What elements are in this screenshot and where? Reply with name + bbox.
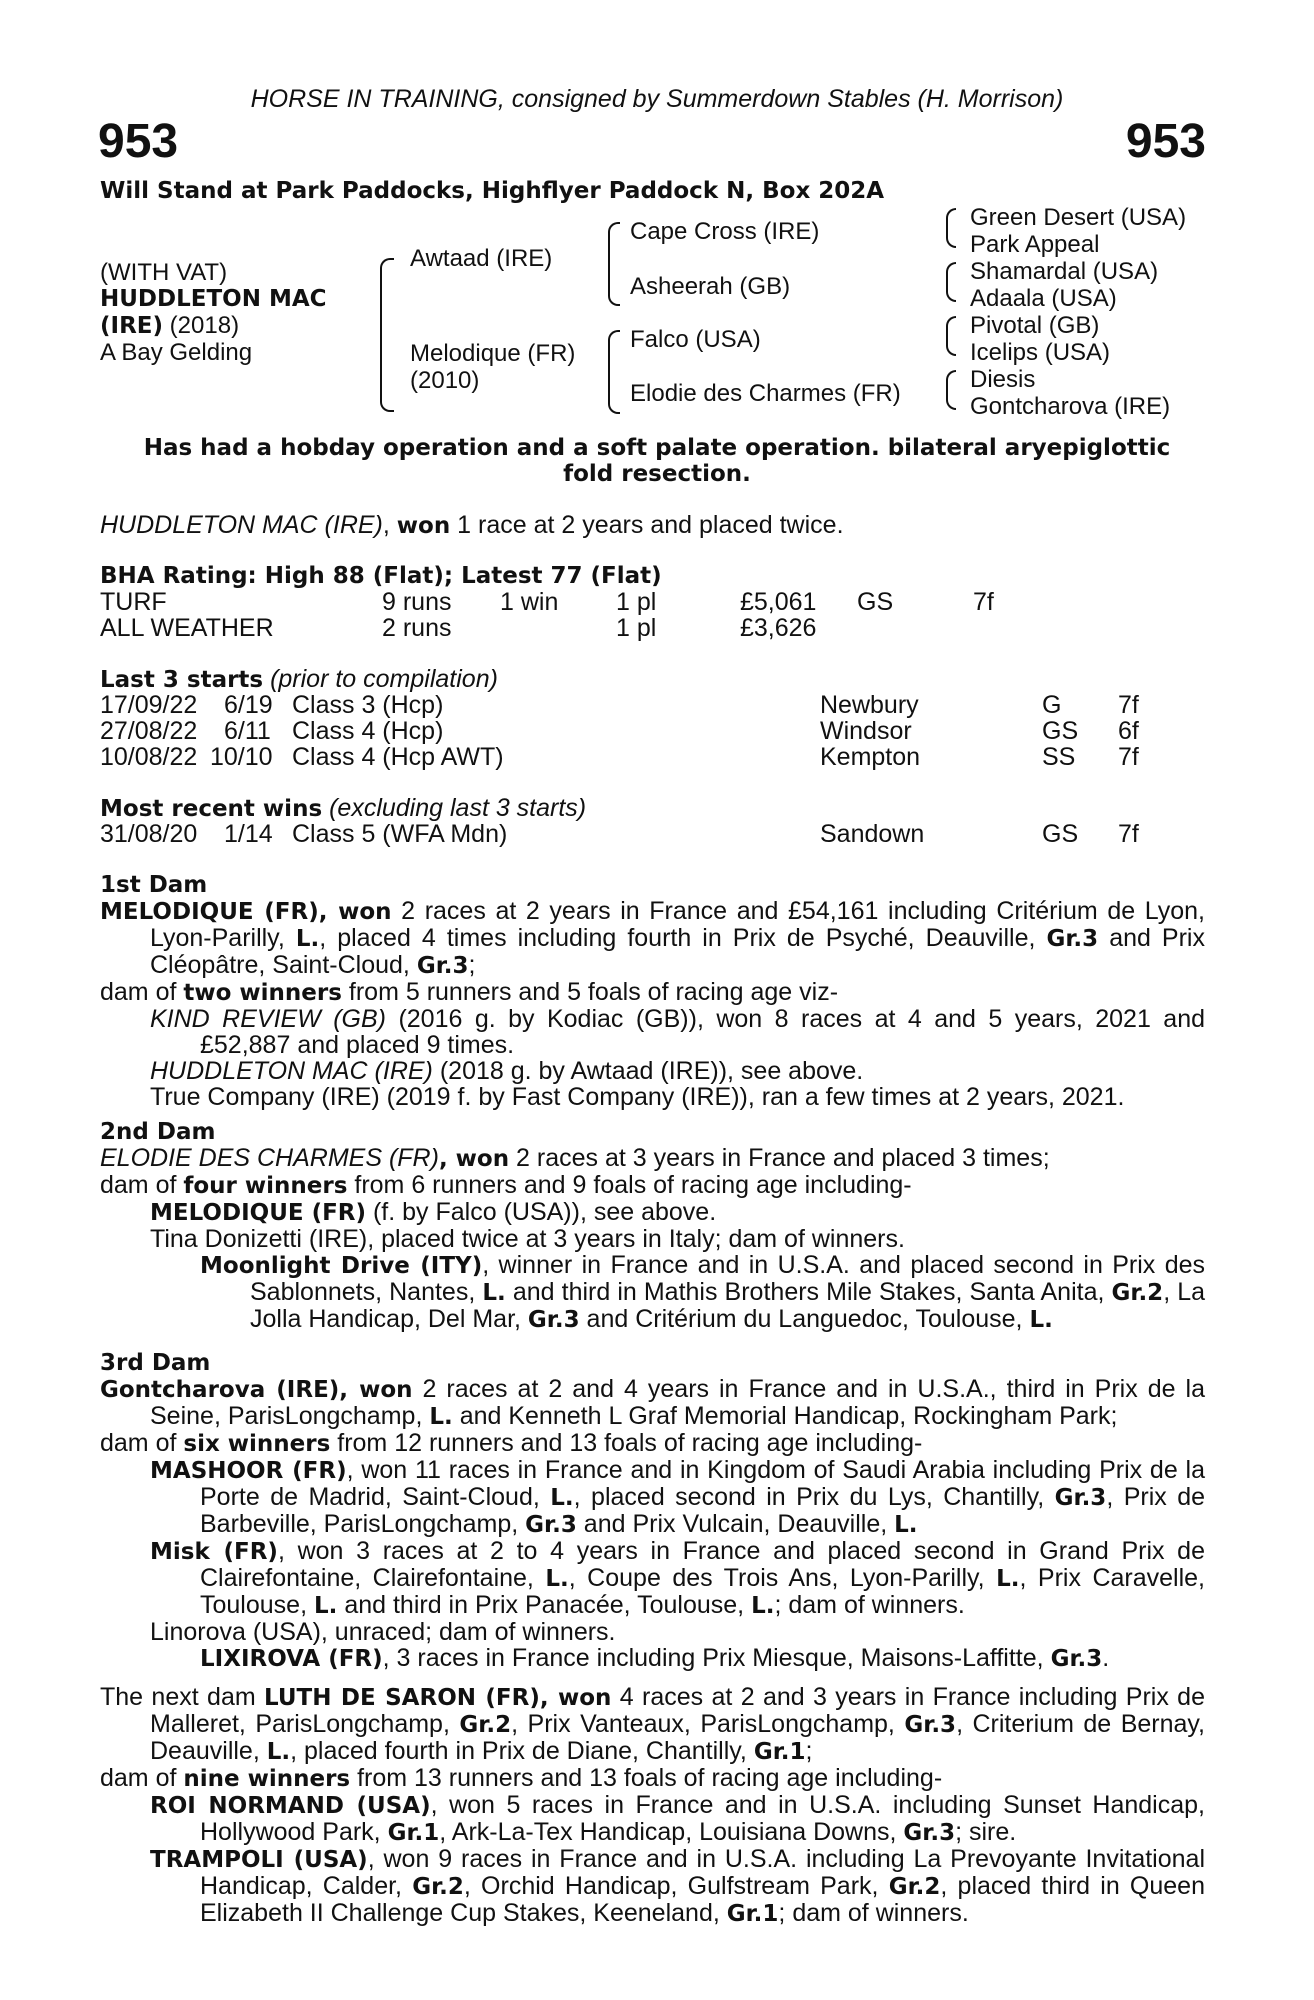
gen3-6: Icelips (USA): [970, 339, 1111, 366]
dam-dam: Elodie des Charmes (FR): [630, 380, 901, 407]
brace-g3-1: [946, 208, 956, 248]
brace-g3-3: [946, 316, 956, 356]
dam: Melodique (FR): [410, 340, 576, 367]
gen3-2: Park Appeal: [970, 231, 1100, 258]
brace-dam: [608, 330, 620, 414]
lot-number-left: 953: [98, 115, 179, 168]
dam-sire: Falco (USA): [630, 326, 761, 353]
dam-produce-summary: dam of nine winners from 13 runners and 13 foals of racing age including-: [100, 1764, 943, 1792]
vat-note: (WITH VAT): [100, 259, 228, 286]
produce-entry: True Company (IRE) (2019 f. by Fast Company (IRE)), ran a few times at 2 years, 2021.: [150, 1083, 1125, 1111]
dam-record: Gontcharova (IRE), won 2 races at 2 and 4 years in France and in U.S.A., third in Prix de la Seine, ParisLongchamp, L. and Kenneth L Graf Memorial Handicap, Rockingham Park;: [100, 1375, 1205, 1430]
last3-heading: Last 3 starts (prior to compilation): [100, 665, 498, 693]
produce-entry: ROI NORMAND (USA), won 5 races in France and in U.S.A. including Sunset Handicap, Hollywood Park, Gr.1, Ark-La-Tex Handicap, Louisiana Downs, Gr.3; sire.: [150, 1791, 1205, 1846]
dam-produce-summary: dam of four winners from 6 runners and 9 foals of racing age including-: [100, 1171, 912, 1199]
consignor-title: HORSE IN TRAINING, consigned by Summerdown Stables (H. Morrison): [250, 85, 1064, 113]
stand-location: Will Stand at Park Paddocks, Highflyer Paddock N, Box 202A: [100, 178, 885, 204]
produce-entry: Moonlight Drive (ITY), winner in France and in U.S.A. and placed second in Prix des Sablonnets, Nantes, L. and third in Mathis Brothers Mile Stakes, Santa Anita, Gr.2, La Jolla Handicap, Del Mar, Gr.3 and Critérium du Languedoc, Toulouse, L.: [200, 1251, 1206, 1333]
brace-g3-4: [946, 370, 956, 410]
dam-record: The next dam LUTH DE SARON (FR), won 4 races at 2 and 3 years in France including Prix de Malleret, ParisLongchamp, Gr.2, Prix Vanteaux, ParisLongchamp, Gr.3, Criterium de Bernay, Deauville, L., placed fourth in Prix de Diane, Chantilly, Gr.1;: [100, 1683, 1205, 1765]
horse-name-year: (IRE) (2018): [100, 312, 240, 339]
produce-entry: Tina Donizetti (IRE), placed twice at 3 years in Italy; dam of winners.: [150, 1225, 905, 1253]
sire-sire: Cape Cross (IRE): [630, 218, 820, 245]
lot-number-right: 953: [1125, 115, 1206, 168]
third-dam-section: [100, 1350, 1205, 1672]
dam-year: (2010): [410, 367, 480, 394]
section-heading: 3rd Dam: [100, 1350, 211, 1376]
bha-rating: BHA Rating: High 88 (Flat); Latest 77 (Flat): [100, 563, 662, 589]
sire: Awtaad (IRE): [410, 245, 553, 272]
section-heading: 2nd Dam: [100, 1119, 216, 1145]
first-dam-section: [100, 872, 1205, 1110]
gen3-7: Diesis: [970, 366, 1036, 393]
horse-name: HUDDLETON MAC: [100, 286, 327, 312]
sire-dam: Asheerah (GB): [630, 273, 791, 300]
second-dam-section: [100, 1119, 1205, 1333]
produce-entry: Linorova (USA), unraced; dam of winners.: [150, 1618, 616, 1646]
veterinary-note: Has had a hobday operation and a soft palate operation. bilateral aryepiglottic fold resection.: [143, 435, 1171, 487]
gen3-8: Gontcharova (IRE): [970, 393, 1171, 420]
gen3-4: Adaala (USA): [970, 285, 1117, 312]
produce-entry: Misk (FR), won 3 races at 2 to 4 years in France and placed second in Grand Prix de Clairefontaine, Clairefontaine, L., Coupe des Trois Ans, Lyon-Parilly, L., Prix Caravelle, Toulouse, L. and third in Prix Panacée, Toulouse, L.; dam of winners.: [150, 1537, 1205, 1619]
gen3-5: Pivotal (GB): [970, 312, 1100, 339]
produce-entry: HUDDLETON MAC (IRE) (2018 g. by Awtaad (IRE)), see above.: [150, 1057, 864, 1085]
horse-description: A Bay Gelding: [100, 339, 253, 366]
section-heading: 1st Dam: [100, 872, 208, 898]
produce-entry: KIND REVIEW (GB) (2016 g. by Kodiac (GB)), won 8 races at 4 and 5 years, 2021 and £52,887 and placed 9 times.: [150, 1005, 1205, 1059]
next-dam-section: [100, 1684, 1205, 1927]
produce-entry: MELODIQUE (FR) (f. by Falco (USA)), see above.: [150, 1198, 717, 1226]
gen3-1: Green Desert (USA): [970, 204, 1187, 231]
brace-sire: [608, 222, 620, 306]
brace-main: [380, 258, 394, 412]
produce-entry: LIXIROVA (FR), 3 races in France including Prix Miesque, Maisons-Laffitte, Gr.3.: [200, 1644, 1110, 1672]
produce-entry: TRAMPOLI (USA), won 9 races in France and in U.S.A. including La Prevoyante Invitational Handicap, Calder, Gr.2, Orchid Handicap, Gulfstream Park, Gr.2, placed third in Queen Elizabeth II Challenge Cup Stakes, Keeneland, Gr.1; dam of winners.: [150, 1845, 1205, 1927]
dam-record: ELODIE DES CHARMES (FR), won 2 races at 3 years in France and placed 3 times;: [100, 1144, 1050, 1172]
dam-record: MELODIQUE (FR), won 2 races at 2 years in France and £54,161 including Critérium de Lyon, Lyon-Parilly, L., placed 4 times including fourth in Prix de Psyché, Deauville, Gr.3 and Prix Cléopâtre, Saint-Cloud, Gr.3;: [100, 897, 1205, 979]
brace-g3-2: [946, 262, 956, 302]
dam-produce-summary: dam of six winners from 12 runners and 13 foals of racing age including-: [100, 1429, 923, 1457]
race-summary: HUDDLETON MAC (IRE), won 1 race at 2 years and placed twice.: [100, 511, 844, 539]
produce-entry: MASHOOR (FR), won 11 races in France and in Kingdom of Saudi Arabia including Prix de la Porte de Madrid, Saint-Cloud, L., placed second in Prix du Lys, Chantilly, Gr.3, Prix de Barbeville, ParisLongchamp, Gr.3 and Prix Vulcain, Deauville, L.: [150, 1456, 1205, 1538]
dam-produce-summary: dam of two winners from 5 runners and 5 foals of racing age viz-: [100, 978, 839, 1006]
gen3-3: Shamardal (USA): [970, 258, 1159, 285]
recent-wins-heading: Most recent wins (excluding last 3 starts): [100, 794, 587, 822]
